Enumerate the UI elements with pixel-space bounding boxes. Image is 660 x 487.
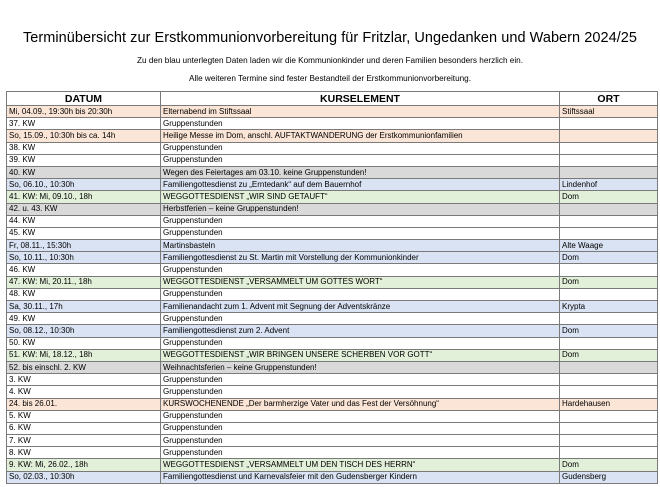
cell-ort [560,337,658,349]
cell-kurselement: Gruppenstunden [161,447,560,459]
cell-kurselement: Gruppenstunden [161,374,560,386]
cell-ort [560,288,658,300]
table-row [7,179,658,191]
cell-datum: 38. KW [7,142,161,154]
cell-kurselement: WEGGOTTESDIENST „VERSAMMELT UM DEN TISCH DES HERRN“ [161,459,560,471]
cell-ort [560,374,658,386]
cell-ort: Lindenhof [560,179,658,191]
cell-ort [560,118,658,130]
column-header-datum: DATUM [7,92,161,106]
cell-kurselement: Heilige Messe im Dom, anschl. AUFTAKTWANDERUNG der Erstkommunionfamilien [161,130,560,142]
table-row [7,191,658,203]
cell-kurselement: Gruppenstunden [161,435,560,447]
table-row [7,252,658,264]
cell-ort [560,313,658,325]
cell-datum: 51. KW: Mi, 18.12., 18h [7,349,161,361]
cell-ort [560,166,658,178]
cell-kurselement: Familiengottesdienst zu „Erntedank“ auf dem Bauernhof [161,179,560,191]
column-header-kurselement: KURSELEMENT [161,92,560,106]
cell-ort [560,227,658,239]
cell-ort: Alte Waage [560,240,658,252]
table-row [7,142,658,154]
cell-kurselement: Gruppenstunden [161,154,560,166]
table-row [7,349,658,361]
table-header [7,92,658,106]
cell-datum: So, 08.12., 10:30h [7,325,161,337]
column-header-ort: ORT [560,92,658,106]
cell-datum: 5. KW [7,410,161,422]
cell-kurselement: Martinsbasteln [161,240,560,252]
cell-datum: 44. KW [7,215,161,227]
cell-ort: Dom [560,325,658,337]
cell-datum: 8. KW [7,447,161,459]
table-row [7,435,658,447]
cell-ort [560,264,658,276]
cell-kurselement: Gruppenstunden [161,118,560,130]
table-row [7,264,658,276]
table-row [7,227,658,239]
cell-datum: So, 02.03., 10:30h [7,471,161,483]
cell-ort [560,142,658,154]
cell-datum: Mi, 04.09., 19:30h bis 20:30h [7,106,161,118]
cell-kurselement: Gruppenstunden [161,264,560,276]
cell-kurselement: Familiengottesdienst zu St. Martin mit Vorstellung der Kommunionkinder [161,252,560,264]
cell-datum: 47. KW: Mi, 20.11., 18h [7,276,161,288]
cell-ort: Stiftssaal [560,106,658,118]
table-row [7,374,658,386]
cell-datum: 45. KW [7,227,161,239]
table-row [7,215,658,227]
cell-ort [560,215,658,227]
cell-datum: 40. KW [7,166,161,178]
cell-datum: 50. KW [7,337,161,349]
table-row [7,422,658,434]
cell-ort [560,203,658,215]
cell-kurselement: Herbstferien – keine Gruppenstunden! [161,203,560,215]
cell-kurselement: WEGGOTTESDIENST „WIR BRINGEN UNSERE SCHERBEN VOR GOTT“ [161,349,560,361]
cell-kurselement: Gruppenstunden [161,142,560,154]
cell-ort: Dom [560,459,658,471]
table-row [7,118,658,130]
cell-datum: 6. KW [7,422,161,434]
cell-datum: 46. KW [7,264,161,276]
cell-kurselement: Weihnachtsferien – keine Gruppenstunden! [161,361,560,373]
cell-datum: So, 10.11., 10:30h [7,252,161,264]
cell-kurselement: Elternabend im Stiftssaal [161,106,560,118]
cell-datum: So, 15.09., 10:30h bis ca. 14h [7,130,161,142]
cell-datum: 49. KW [7,313,161,325]
table-row [7,410,658,422]
cell-kurselement: Gruppenstunden [161,227,560,239]
cell-datum: Sa, 30.11., 17h [7,301,161,313]
table-row [7,301,658,313]
table-row [7,203,658,215]
cell-ort [560,361,658,373]
cell-ort [560,447,658,459]
cell-kurselement: Wegen des Feiertages am 03.10. keine Gruppenstunden! [161,166,560,178]
cell-kurselement: Gruppenstunden [161,410,560,422]
page-title: Terminübersicht zur Erstkommunionvorbereitung für Fritzlar, Ungedanken und Wabern 2024/25 [22,30,638,46]
cell-kurselement: Gruppenstunden [161,313,560,325]
cell-ort: Hardehausen [560,398,658,410]
cell-ort: Gudensberg [560,471,658,483]
table-row [7,166,658,178]
cell-ort: Krypta [560,301,658,313]
cell-ort: Dom [560,252,658,264]
cell-datum: 48. KW [7,288,161,300]
cell-kurselement: Gruppenstunden [161,422,560,434]
cell-datum: Fr, 08.11., 15:30h [7,240,161,252]
cell-kurselement: Gruppenstunden [161,288,560,300]
subtitle-note: Alle weiteren Termine sind fester Bestandteil der Erstkommunionvorbereitung. [189,74,471,83]
cell-ort [560,130,658,142]
table-row [7,325,658,337]
cell-datum: 24. bis 26.01. [7,398,161,410]
cell-datum: 42. u. 43. KW [7,203,161,215]
table-row [7,447,658,459]
cell-kurselement: Familienandacht zum 1. Advent mit Segnung der Adventskränze [161,301,560,313]
table-row [7,386,658,398]
cell-kurselement: Familiengottesdienst zum 2. Advent [161,325,560,337]
cell-ort: Dom [560,191,658,203]
header-row [7,92,658,106]
cell-datum: 4. KW [7,386,161,398]
cell-datum: 52. bis einschl. 2. KW [7,361,161,373]
table-row [7,459,658,471]
table-row [7,313,658,325]
cell-ort [560,422,658,434]
cell-ort: Dom [560,349,658,361]
cell-kurselement: Familiengottesdienst und Karnevalsfeier mit den Gudensberger Kindern [161,471,560,483]
cell-kurselement: WEGGOTTESDIENST „VERSAMMELT UM GOTTES WORT“ [161,276,560,288]
schedule-table [6,91,658,484]
table-row [7,130,658,142]
table-row [7,106,658,118]
subtitle-invitation: Zu den blau unterlegten Daten laden wir die Kommunionkinder und deren Familien besonders herzlich ein. [137,56,523,65]
table-row [7,471,658,483]
table-row [7,154,658,166]
cell-datum: 39. KW [7,154,161,166]
cell-datum: 37. KW [7,118,161,130]
table-row [7,288,658,300]
cell-ort [560,435,658,447]
cell-kurselement: Gruppenstunden [161,337,560,349]
table-row [7,276,658,288]
table-row [7,361,658,373]
cell-datum: 7. KW [7,435,161,447]
cell-ort [560,154,658,166]
table-row [7,398,658,410]
cell-kurselement: Gruppenstunden [161,215,560,227]
table-row [7,240,658,252]
table-row [7,337,658,349]
cell-ort [560,386,658,398]
cell-ort: Dom [560,276,658,288]
cell-datum: 3. KW [7,374,161,386]
cell-kurselement: KURSWOCHENENDE „Der barmherzige Vater und das Fest der Versöhnung“ [161,398,560,410]
cell-ort [560,410,658,422]
cell-kurselement: Gruppenstunden [161,386,560,398]
cell-datum: 9. KW: Mi, 26.02., 18h [7,459,161,471]
cell-datum: 41. KW: Mi, 09.10., 18h [7,191,161,203]
table-body [7,106,658,484]
cell-datum: So, 06.10., 10:30h [7,179,161,191]
cell-kurselement: WEGGOTTESDIENST „WIR SIND GETAUFT“ [161,191,560,203]
